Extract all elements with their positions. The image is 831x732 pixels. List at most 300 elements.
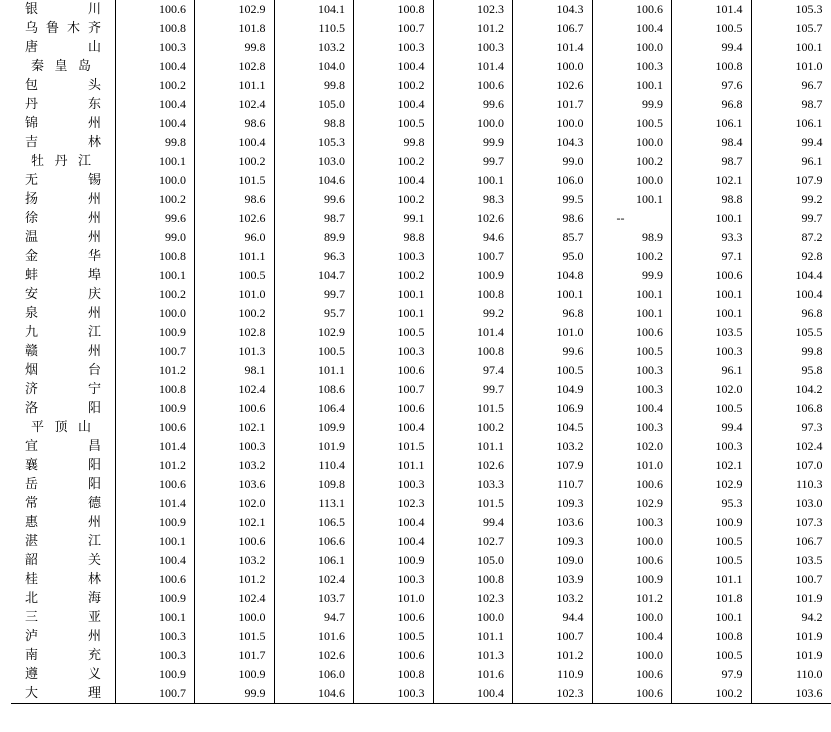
index-value-cell: 95.0 (513, 247, 593, 266)
index-value-cell: 106.0 (513, 171, 593, 190)
city-name: 泉 州 (25, 306, 101, 321)
index-value-cell: 106.6 (274, 532, 354, 551)
table-row (11, 285, 831, 304)
index-value-cell: 106.7 (513, 19, 593, 38)
index-value-cell: 101.0 (751, 57, 831, 76)
index-value-cell: 98.9 (592, 228, 672, 247)
city-name: 温 州 (25, 230, 101, 245)
index-value-cell: 100.3 (592, 418, 672, 437)
index-value-cell: 100.0 (592, 171, 672, 190)
index-value-cell: 101.1 (274, 361, 354, 380)
index-value-cell: 100.6 (115, 418, 195, 437)
index-value-cell: 100.0 (592, 38, 672, 57)
index-value-cell: 97.9 (672, 665, 752, 684)
index-value-cell: 100.1 (115, 266, 195, 285)
index-value-cell: 99.4 (672, 418, 752, 437)
index-value-cell: 99.0 (513, 152, 593, 171)
city-cell (11, 608, 115, 627)
index-value-cell: 101.5 (354, 437, 434, 456)
index-value-cell: 100.2 (354, 152, 434, 171)
index-value-cell: 107.3 (751, 513, 831, 532)
index-value-cell: 101.5 (433, 399, 513, 418)
index-value-cell: 100.9 (195, 665, 275, 684)
city-cell (11, 38, 115, 57)
index-value-cell: 100.7 (433, 247, 513, 266)
index-value-cell: 106.1 (274, 551, 354, 570)
index-value-cell: 100.2 (115, 76, 195, 95)
index-value-cell: 103.2 (195, 456, 275, 475)
index-value-cell: 98.4 (672, 133, 752, 152)
index-value-cell: 109.0 (513, 551, 593, 570)
index-value-cell: 92.8 (751, 247, 831, 266)
index-value-cell: 100.7 (354, 380, 434, 399)
city-name: 银 川 (25, 2, 101, 17)
index-value-cell: 100.5 (513, 361, 593, 380)
table-row (11, 551, 831, 570)
index-value-cell: 99.4 (751, 133, 831, 152)
index-value-cell: 100.0 (592, 608, 672, 627)
index-value-cell: 100.6 (354, 361, 434, 380)
index-value-cell: 102.1 (195, 418, 275, 437)
index-value-cell: 102.3 (433, 0, 513, 19)
index-value-cell: 95.3 (672, 494, 752, 513)
index-value-cell: 100.3 (592, 57, 672, 76)
city-cell (11, 95, 115, 114)
index-value-cell: 110.4 (274, 456, 354, 475)
table-row (11, 608, 831, 627)
table-row (11, 152, 831, 171)
table-row (11, 399, 831, 418)
index-value-cell: 102.0 (592, 437, 672, 456)
index-value-cell: 99.8 (354, 133, 434, 152)
city-name: 徐 州 (25, 211, 101, 226)
index-value-cell: 96.8 (751, 304, 831, 323)
index-value-cell: 100.2 (115, 285, 195, 304)
index-value-cell: 101.0 (592, 456, 672, 475)
index-value-cell: 99.8 (195, 38, 275, 57)
city-name: 岳 阳 (25, 477, 101, 492)
city-name: 秦皇岛 (31, 59, 91, 74)
index-value-cell: 103.0 (274, 152, 354, 171)
table-row (11, 171, 831, 190)
index-value-cell: 101.1 (433, 627, 513, 646)
index-value-cell: 104.1 (274, 0, 354, 19)
table-row (11, 361, 831, 380)
index-value-cell: 100.4 (354, 513, 434, 532)
index-value-cell: 89.9 (274, 228, 354, 247)
index-value-cell: 100.0 (592, 532, 672, 551)
index-value-cell: 98.6 (513, 209, 593, 228)
table-row (11, 532, 831, 551)
table-row (11, 209, 831, 228)
index-value-cell: 105.0 (433, 551, 513, 570)
index-value-cell: 100.3 (354, 342, 434, 361)
index-value-cell: 100.4 (115, 114, 195, 133)
index-value-cell: 100.9 (592, 570, 672, 589)
index-value-cell: 106.9 (513, 399, 593, 418)
index-value-cell: 100.5 (672, 532, 752, 551)
index-value-cell: 100.7 (513, 627, 593, 646)
index-value-cell: 100.8 (115, 19, 195, 38)
index-value-cell: 101.5 (195, 171, 275, 190)
index-value-cell: 101.4 (433, 57, 513, 76)
index-value-cell: 100.3 (115, 627, 195, 646)
index-value-cell: 99.7 (751, 209, 831, 228)
index-value-cell: 108.6 (274, 380, 354, 399)
index-value-cell: 100.3 (672, 437, 752, 456)
city-cell (11, 209, 115, 228)
city-cell (11, 133, 115, 152)
index-value-cell: 98.1 (195, 361, 275, 380)
index-value-cell: 100.0 (115, 304, 195, 323)
index-value-cell: 100.4 (115, 551, 195, 570)
index-value-cell: 101.9 (751, 589, 831, 608)
index-value-cell: 100.4 (751, 285, 831, 304)
index-value-cell: 104.6 (274, 684, 354, 704)
index-value-cell: 105.7 (751, 19, 831, 38)
index-value-cell: 102.4 (751, 437, 831, 456)
index-value-cell: 100.6 (592, 551, 672, 570)
index-value-cell: 101.8 (672, 589, 752, 608)
city-cell (11, 152, 115, 171)
index-value-cell: 98.3 (433, 190, 513, 209)
index-value-cell: 103.5 (751, 551, 831, 570)
city-cell (11, 228, 115, 247)
index-value-cell: 104.4 (751, 266, 831, 285)
index-value-cell: 100.0 (433, 608, 513, 627)
table-row (11, 437, 831, 456)
city-cell (11, 665, 115, 684)
index-value-cell: 104.9 (513, 380, 593, 399)
index-value-cell: 100.5 (672, 399, 752, 418)
index-value-cell: 95.7 (274, 304, 354, 323)
index-value-cell: 100.6 (592, 323, 672, 342)
index-value-cell: 100.1 (592, 304, 672, 323)
index-value-cell: 100.8 (115, 380, 195, 399)
index-value-cell: 100.1 (513, 285, 593, 304)
index-value-cell: 107.9 (751, 171, 831, 190)
index-value-cell: 102.9 (195, 0, 275, 19)
index-value-cell: 100.9 (115, 665, 195, 684)
index-value-cell: 104.6 (274, 171, 354, 190)
index-value-cell: 101.1 (354, 456, 434, 475)
index-value-cell: 100.1 (354, 304, 434, 323)
index-value-cell: 101.0 (195, 285, 275, 304)
index-value-cell: 102.3 (513, 684, 593, 704)
index-value-cell: 100.8 (672, 57, 752, 76)
index-value-cell: 100.9 (115, 513, 195, 532)
index-value-cell: 100.3 (354, 570, 434, 589)
table-row (11, 380, 831, 399)
index-value-cell: 100.4 (354, 95, 434, 114)
index-value-cell: 97.1 (672, 247, 752, 266)
index-value-cell: 100.6 (592, 475, 672, 494)
index-value-cell: 100.6 (592, 665, 672, 684)
index-value-cell: 103.2 (195, 551, 275, 570)
city-cell (11, 494, 115, 513)
index-value-cell: 100.5 (592, 342, 672, 361)
index-value-cell: 99.9 (433, 133, 513, 152)
index-value-cell: 100.4 (354, 532, 434, 551)
index-value-cell: 101.2 (195, 570, 275, 589)
index-value-cell: 100.8 (433, 570, 513, 589)
index-value-cell: 99.8 (274, 76, 354, 95)
city-name: 常 德 (25, 496, 101, 511)
index-value-cell: 100.2 (592, 152, 672, 171)
index-value-cell: 101.6 (433, 665, 513, 684)
index-value-cell: 100.7 (751, 570, 831, 589)
index-value-cell: 87.2 (751, 228, 831, 247)
table-row (11, 133, 831, 152)
table-row (11, 684, 831, 704)
index-value-cell: 100.3 (354, 684, 434, 704)
table-row (11, 418, 831, 437)
price-index-table-wrapper (11, 0, 823, 704)
table-row (11, 475, 831, 494)
city-name: 南 充 (25, 648, 101, 663)
index-value-cell: 101.7 (195, 646, 275, 665)
index-value-cell: 103.9 (513, 570, 593, 589)
table-row (11, 0, 831, 19)
index-value-cell: 100.0 (513, 57, 593, 76)
city-name: 洛 阳 (25, 401, 101, 416)
index-value-cell: 100.1 (672, 608, 752, 627)
index-value-cell: 101.4 (433, 323, 513, 342)
index-value-cell: 100.5 (354, 114, 434, 133)
city-cell (11, 475, 115, 494)
index-value-cell: 101.4 (115, 437, 195, 456)
city-cell (11, 114, 115, 133)
city-cell (11, 570, 115, 589)
index-value-cell: 96.1 (672, 361, 752, 380)
index-value-cell: 100.5 (274, 342, 354, 361)
index-value-cell: 104.3 (513, 0, 593, 19)
city-name: 包 头 (25, 78, 101, 93)
index-value-cell: 100.8 (433, 285, 513, 304)
city-name: 平顶山 (31, 420, 91, 435)
price-index-table (11, 0, 831, 704)
index-value-cell: 102.6 (433, 209, 513, 228)
index-value-cell: 102.1 (195, 513, 275, 532)
table-row (11, 38, 831, 57)
index-value-cell: 110.7 (513, 475, 593, 494)
index-value-cell: 100.6 (115, 570, 195, 589)
index-value-cell: 110.0 (751, 665, 831, 684)
index-value-cell: 100.5 (195, 266, 275, 285)
index-value-cell: 102.6 (433, 456, 513, 475)
city-cell (11, 437, 115, 456)
index-value-cell: 105.3 (274, 133, 354, 152)
index-value-cell: 101.0 (354, 589, 434, 608)
index-value-cell: 98.7 (274, 209, 354, 228)
index-value-cell: 96.3 (274, 247, 354, 266)
city-name: 遵 义 (25, 667, 101, 682)
index-value-cell: 104.0 (274, 57, 354, 76)
city-cell (11, 456, 115, 475)
table-row (11, 247, 831, 266)
index-value-cell: 102.8 (195, 323, 275, 342)
index-value-cell: 102.0 (195, 494, 275, 513)
index-value-cell: 106.5 (274, 513, 354, 532)
index-value-cell: 101.9 (751, 646, 831, 665)
index-value-cell: 100.6 (115, 475, 195, 494)
index-value-cell: 102.1 (672, 456, 752, 475)
index-value-cell: 100.5 (592, 114, 672, 133)
index-value-cell: 100.1 (354, 285, 434, 304)
city-cell (11, 399, 115, 418)
index-value-cell: 101.4 (672, 0, 752, 19)
index-value-cell: 101.4 (513, 38, 593, 57)
table-row (11, 456, 831, 475)
index-value-cell: 100.8 (354, 665, 434, 684)
index-value-cell: 100.4 (592, 627, 672, 646)
city-name: 牡丹江 (31, 154, 91, 169)
city-cell (11, 513, 115, 532)
table-row (11, 570, 831, 589)
index-value-cell: 100.1 (115, 532, 195, 551)
table-row (11, 95, 831, 114)
index-value-cell: 106.0 (274, 665, 354, 684)
index-value-cell: 107.0 (751, 456, 831, 475)
city-name: 金 华 (25, 249, 101, 264)
index-value-cell: -- (592, 209, 672, 228)
index-value-cell: 102.4 (195, 589, 275, 608)
index-value-cell: 101.9 (751, 627, 831, 646)
index-value-cell: 98.6 (195, 190, 275, 209)
index-value-cell: 100.1 (115, 608, 195, 627)
city-name: 北 海 (25, 591, 101, 606)
index-value-cell: 98.7 (672, 152, 752, 171)
index-value-cell: 99.6 (274, 190, 354, 209)
city-cell (11, 684, 115, 704)
index-value-cell: 99.2 (433, 304, 513, 323)
table-row (11, 494, 831, 513)
index-value-cell: 100.1 (592, 76, 672, 95)
index-value-cell: 110.3 (751, 475, 831, 494)
index-value-cell: 100.3 (195, 437, 275, 456)
table-row (11, 665, 831, 684)
index-value-cell: 99.2 (751, 190, 831, 209)
index-value-cell: 100.4 (592, 19, 672, 38)
index-value-cell: 100.2 (115, 190, 195, 209)
table-row (11, 266, 831, 285)
index-value-cell: 98.8 (672, 190, 752, 209)
index-value-cell: 95.8 (751, 361, 831, 380)
index-value-cell: 100.5 (672, 19, 752, 38)
index-value-cell: 99.4 (672, 38, 752, 57)
city-cell (11, 190, 115, 209)
index-value-cell: 100.1 (672, 304, 752, 323)
index-value-cell: 97.4 (433, 361, 513, 380)
index-value-cell: 100.4 (195, 133, 275, 152)
table-row (11, 342, 831, 361)
table-row (11, 228, 831, 247)
index-value-cell: 100.4 (115, 95, 195, 114)
index-value-cell: 103.2 (274, 38, 354, 57)
city-name: 襄 阳 (25, 458, 101, 473)
index-value-cell: 100.2 (354, 76, 434, 95)
index-value-cell: 100.8 (115, 247, 195, 266)
index-value-cell: 102.6 (513, 76, 593, 95)
index-value-cell: 100.6 (433, 76, 513, 95)
index-value-cell: 113.1 (274, 494, 354, 513)
index-value-cell: 100.9 (672, 513, 752, 532)
index-value-cell: 102.0 (672, 380, 752, 399)
city-cell (11, 247, 115, 266)
index-value-cell: 94.4 (513, 608, 593, 627)
index-value-cell: 94.2 (751, 608, 831, 627)
index-value-cell: 103.2 (513, 437, 593, 456)
table-row (11, 57, 831, 76)
index-value-cell: 98.6 (195, 114, 275, 133)
index-value-cell: 100.2 (195, 152, 275, 171)
index-value-cell: 106.1 (672, 114, 752, 133)
index-value-cell: 99.6 (513, 342, 593, 361)
city-cell (11, 627, 115, 646)
city-name: 蚌 埠 (25, 268, 101, 283)
city-name: 泸 州 (25, 629, 101, 644)
index-value-cell: 100.5 (672, 646, 752, 665)
index-value-cell: 103.6 (513, 513, 593, 532)
city-name: 唐 山 (25, 40, 101, 55)
city-name: 安 庆 (25, 287, 101, 302)
index-value-cell: 101.9 (274, 437, 354, 456)
city-cell (11, 266, 115, 285)
index-value-cell: 100.9 (433, 266, 513, 285)
table-row (11, 627, 831, 646)
index-value-cell: 101.5 (433, 494, 513, 513)
index-value-cell: 100.6 (354, 646, 434, 665)
index-value-cell: 100.3 (115, 646, 195, 665)
city-cell (11, 589, 115, 608)
index-value-cell: 102.9 (672, 475, 752, 494)
index-value-cell: 99.0 (115, 228, 195, 247)
index-value-cell: 101.1 (672, 570, 752, 589)
index-value-cell: 102.4 (274, 570, 354, 589)
index-value-cell: 99.9 (195, 684, 275, 704)
index-value-cell: 100.6 (354, 399, 434, 418)
city-cell (11, 304, 115, 323)
index-value-cell: 107.9 (513, 456, 593, 475)
table-row (11, 19, 831, 38)
index-value-cell: 99.8 (115, 133, 195, 152)
index-value-cell: 103.0 (751, 494, 831, 513)
city-name: 无 锡 (25, 173, 101, 188)
table-row (11, 114, 831, 133)
index-value-cell: 101.7 (513, 95, 593, 114)
city-name: 惠 州 (25, 515, 101, 530)
index-value-cell: 100.2 (592, 247, 672, 266)
index-value-cell: 104.5 (513, 418, 593, 437)
city-name: 烟 台 (25, 363, 101, 378)
index-value-cell: 100.4 (433, 684, 513, 704)
index-value-cell: 103.2 (513, 589, 593, 608)
index-value-cell: 104.3 (513, 133, 593, 152)
index-value-cell: 100.0 (592, 133, 672, 152)
index-value-cell: 94.6 (433, 228, 513, 247)
index-value-cell: 100.3 (354, 475, 434, 494)
index-value-cell: 99.8 (751, 342, 831, 361)
index-value-cell: 103.5 (672, 323, 752, 342)
index-value-cell: 100.1 (433, 171, 513, 190)
city-cell (11, 285, 115, 304)
city-cell (11, 323, 115, 342)
index-value-cell: 101.2 (115, 361, 195, 380)
index-value-cell: 102.9 (274, 323, 354, 342)
index-value-cell: 99.1 (354, 209, 434, 228)
city-cell (11, 551, 115, 570)
index-value-cell: 99.7 (433, 380, 513, 399)
